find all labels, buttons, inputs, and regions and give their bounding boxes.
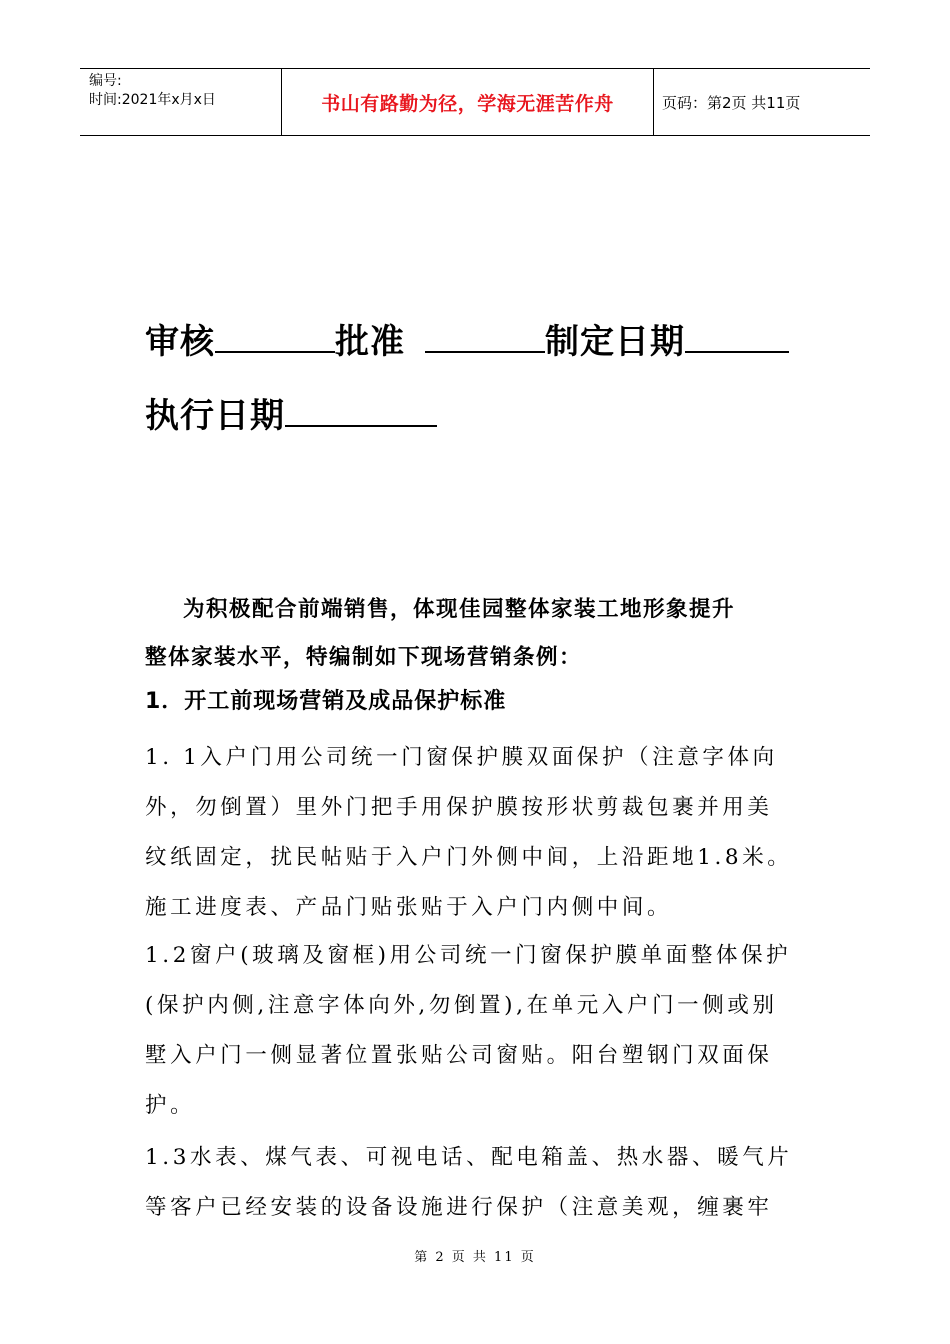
approve-blank	[425, 321, 545, 353]
intro-line-2: 整体家装水平，特编制如下现场营销条例：	[145, 645, 583, 670]
header-meta	[80, 69, 281, 135]
item-1-2	[145, 931, 827, 1131]
page-footer: 第 2 页 共 11 页	[414, 1250, 536, 1265]
item-1-1	[145, 733, 827, 933]
header-page-info: 页码：第2页 共11页	[662, 93, 801, 112]
item-line: 护。	[145, 1093, 196, 1118]
intro-line-1: 为积极配合前端销售，体现佳园整体家装工地形象提升	[183, 597, 736, 622]
document-header	[80, 68, 870, 136]
item-line: 外，勿倒置）里外门把手用保护膜按形状剪裁包裹并用美	[145, 795, 773, 820]
item-1-3	[145, 1133, 827, 1233]
exec-label: 执行日期	[145, 396, 285, 436]
item-line: 1.3水表、煤气表、可视电话、配电箱盖、热水器、暖气片	[145, 1145, 793, 1170]
signoff-line-2	[145, 388, 437, 437]
time-label: 时间:2021年x月x日	[89, 92, 216, 108]
date-label: 制定日期	[545, 322, 685, 362]
item-line: 等客户已经安装的设备设施进行保护（注意美观，缠裹牢	[145, 1195, 773, 1220]
exec-blank	[285, 395, 437, 427]
intro-paragraph	[145, 586, 825, 682]
section-heading: 1．开工前现场营销及成品保护标准	[145, 689, 507, 714]
review-blank	[215, 321, 335, 353]
header-motto: 书山有路勤为径，学海无涯苦作舟	[281, 69, 654, 135]
item-line: 纹纸固定，扰民帖贴于入户门外侧中间，上沿距地1.8米。	[145, 845, 793, 870]
item-line: 墅入户门一侧显著位置张贴公司窗贴。阳台塑钢门双面保	[145, 1043, 773, 1068]
approve-label: 批准	[335, 322, 405, 362]
signoff-line-1	[145, 314, 789, 363]
item-line: 1. 1入户门用公司统一门窗保护膜双面保护（注意字体向	[145, 745, 778, 770]
item-line: (保护内侧,注意字体向外,勿倒置),在单元入户门一侧或别	[145, 993, 778, 1018]
date-blank	[685, 321, 789, 353]
item-line: 1.2窗户(玻璃及窗框)用公司统一门窗保护膜单面整体保护	[145, 943, 792, 968]
item-line: 施工进度表、产品门贴张贴于入户门内侧中间。	[145, 895, 673, 920]
review-label: 审核	[145, 322, 215, 362]
number-label: 编号:	[89, 73, 122, 89]
